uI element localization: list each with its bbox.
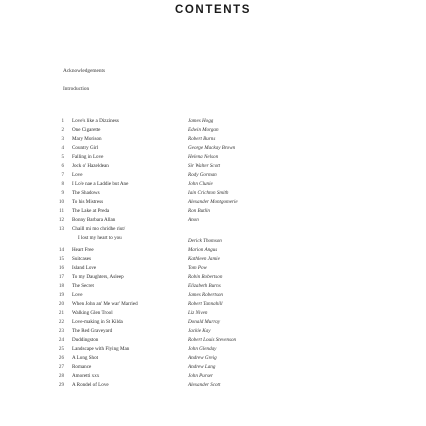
item-number: 13 <box>58 226 64 232</box>
list-item <box>0 382 426 391</box>
poem-title: Jock o' Hazeldean <box>72 163 109 169</box>
list-item <box>0 247 426 256</box>
item-number: 18 <box>58 283 64 289</box>
list-item <box>0 319 426 328</box>
poem-title: I Lo'e nae a Laddie but Ane <box>72 181 129 187</box>
item-number: 8 <box>61 181 64 187</box>
item-number: 23 <box>58 328 64 334</box>
list-item <box>0 283 426 292</box>
item-number: 29 <box>58 382 64 388</box>
item-number: 25 <box>58 346 64 352</box>
poem-title: One Cigarette <box>72 127 101 133</box>
poem-title: The Shadows <box>72 190 100 196</box>
introduction-entry: Introduction <box>63 86 90 92</box>
list-item <box>0 355 426 364</box>
poem-title: Love-making in St Kilda <box>72 319 123 325</box>
poem-author: Rody Gorman <box>188 172 217 178</box>
poem-author: Jackie Kay <box>188 328 211 334</box>
item-number: 14 <box>58 247 64 253</box>
poem-title: Amoretti xxx <box>72 373 100 379</box>
poem-author: John Glenday <box>188 346 217 352</box>
poem-title: Landscape with Flying Man <box>72 346 130 352</box>
poem-title: The Red Graveyard <box>72 328 113 334</box>
item-number: 15 <box>58 256 64 262</box>
item-number: 17 <box>58 274 64 280</box>
poem-author: Helena Nelson <box>188 154 219 160</box>
item-number: 6 <box>61 163 64 169</box>
poem-author: Alexander Scott <box>188 382 221 388</box>
poem-author: John Purser <box>188 373 214 379</box>
poem-author: John Clunie <box>188 181 213 187</box>
poem-author: Sir Walter Scott <box>188 163 221 169</box>
poem-title: Heart Free <box>72 247 94 253</box>
poem-author: Robin Robertson <box>188 274 223 280</box>
poem-title: To my Daughters, Asleep <box>72 274 124 280</box>
page-title: CONTENTS <box>174 4 252 16</box>
poem-author: Liz Niven <box>188 310 208 316</box>
poem-author: Andrew Lang <box>188 364 216 370</box>
poem-author: Alexander Montgomerie <box>188 199 238 205</box>
poem-author: Robert Burns <box>188 136 216 142</box>
list-item <box>0 274 426 283</box>
list-item <box>0 208 426 217</box>
list-item-continuation <box>0 235 426 244</box>
item-number: 20 <box>58 301 64 307</box>
poem-title: The Secret <box>72 283 94 289</box>
poem-title: Island Love <box>72 265 97 271</box>
list-item <box>0 364 426 373</box>
poem-author: James Hogg <box>188 118 214 124</box>
item-number: 19 <box>58 292 64 298</box>
item-number: 26 <box>58 355 64 361</box>
poem-title: Love's like a Dizziness <box>72 118 119 124</box>
list-item <box>0 256 426 265</box>
poem-title: A Long Shot <box>72 355 99 361</box>
poem-title: Walking Glen Trool <box>72 310 113 316</box>
poem-title: Country Girl <box>72 145 99 151</box>
poem-title-continued: I lost my heart to you <box>78 235 122 241</box>
list-item <box>0 265 426 274</box>
poem-title: Bonny Barbara Allan <box>72 217 116 223</box>
item-number: 10 <box>58 199 64 205</box>
item-number: 5 <box>61 154 64 160</box>
poem-title: Duddingston <box>72 337 99 343</box>
item-number: 2 <box>61 127 64 133</box>
item-number: 9 <box>61 190 64 196</box>
list-item <box>0 301 426 310</box>
poem-title: Mary Morison <box>72 136 102 142</box>
poem-author: Iain Crichton Smith <box>188 190 229 196</box>
list-item <box>0 172 426 181</box>
list-item <box>0 163 426 172</box>
poem-author: Elizabeth Burns <box>188 283 221 289</box>
poem-title: To his Mistress <box>72 199 104 205</box>
poem-title: Chaill mi mo chridhe riut/ <box>72 226 126 232</box>
item-number: 7 <box>61 172 64 178</box>
poem-author: Derick Thomson <box>188 238 222 244</box>
list-item <box>0 373 426 382</box>
poem-author: Robert Louis Stevenson <box>188 337 237 343</box>
list-item <box>0 337 426 346</box>
list-item <box>0 328 426 337</box>
list-item <box>0 145 426 154</box>
list-item <box>0 190 426 199</box>
item-number: 3 <box>61 136 64 142</box>
item-number: 22 <box>58 319 64 325</box>
poem-author: Andrew Greig <box>188 355 217 361</box>
poem-author: James Robertson <box>188 292 223 298</box>
item-number: 27 <box>58 364 64 370</box>
poem-author: Edwin Morgan <box>188 127 219 133</box>
poem-title: A Rondel of Love <box>72 382 109 388</box>
list-item <box>0 136 426 145</box>
item-number: 11 <box>59 208 64 214</box>
list-item <box>0 346 426 355</box>
list-item <box>0 292 426 301</box>
list-item <box>0 217 426 226</box>
poem-author: Ron Butlin <box>188 208 210 214</box>
poem-author: Robert Tannahill <box>188 301 223 307</box>
poem-author: Anon <box>188 217 199 223</box>
item-number: 24 <box>58 337 64 343</box>
item-number: 21 <box>58 310 64 316</box>
acknowledgements-entry: Acknowledgements <box>63 68 106 74</box>
poem-title: When John an' Me war' Married <box>72 301 138 307</box>
poem-author: Tom Pow <box>188 265 207 271</box>
poem-title: Falling in Love <box>72 154 104 160</box>
list-item <box>0 199 426 208</box>
list-item <box>0 154 426 163</box>
poem-title: Love <box>72 292 83 298</box>
poem-author: George Mackay Brown <box>188 145 236 151</box>
item-number: 12 <box>58 217 64 223</box>
list-item <box>0 310 426 319</box>
item-number: 28 <box>58 373 64 379</box>
item-number: 4 <box>61 145 64 151</box>
item-number: 1 <box>61 118 64 124</box>
poem-author: Donald Murray <box>188 319 221 325</box>
list-item <box>0 118 426 127</box>
list-item <box>0 226 426 235</box>
poem-title: Romance <box>72 364 92 370</box>
poem-title: The Lake at Preda <box>72 208 110 214</box>
list-item <box>0 127 426 136</box>
item-number: 16 <box>58 265 64 271</box>
poem-title: Suitcases <box>72 256 91 262</box>
poem-author: Kathleen Jamie <box>188 256 220 262</box>
poem-author: Marion Angus <box>188 247 218 253</box>
list-item <box>0 181 426 190</box>
poem-title: Love <box>72 172 83 178</box>
